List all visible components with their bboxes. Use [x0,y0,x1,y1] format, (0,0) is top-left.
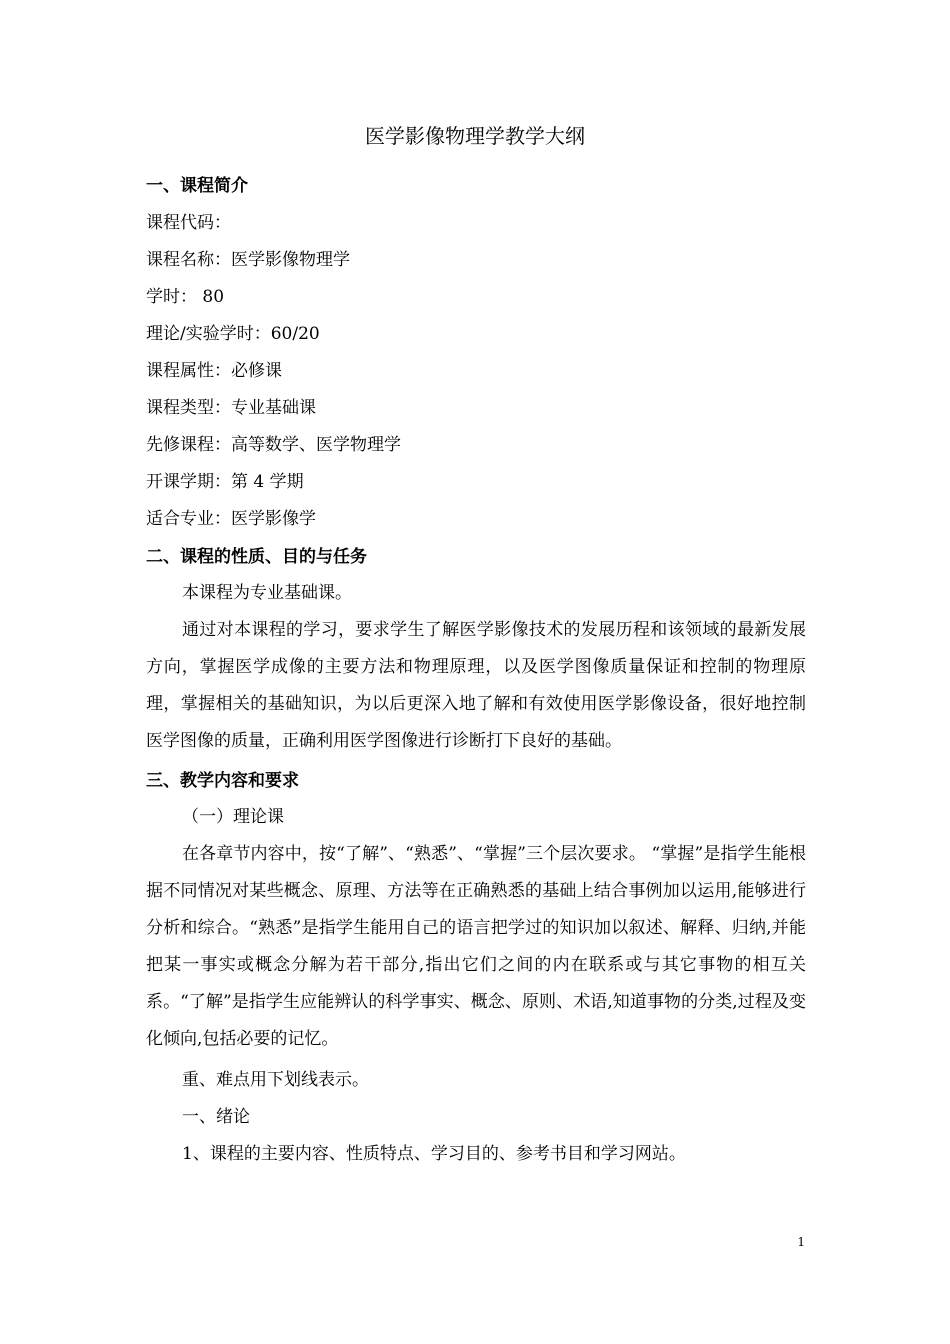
section-heading-nature: 二、课程的性质、目的与任务 [146,547,367,567]
chapter-item-1: 1、课程的主要内容、性质特点、学习目的、参考书目和学习网站。 [182,1144,686,1164]
key-points-note: 重、难点用下划线表示。 [182,1070,369,1090]
nature-paragraph-2: 通过对本课程的学习，要求学生了解医学影像技术的发展历程和该领域的最新发展方向，掌握医学成像的主要方法和物理原理，以及医学图像质量保证和控制的物理原理，掌握相关的基础知识，为以后更深入地了解和有效使用医学影像设备，很好地控制医学图像的质量，正确利用医学图像进行诊断打下良好的基础。 [146,620,806,751]
semester-line: 开课学期：第 4 学期 [146,472,304,492]
chapter-heading-intro: 一、绪论 [182,1107,250,1127]
major-line: 适合专业：医学影像学 [146,509,316,529]
section-heading-intro: 一、课程简介 [146,176,248,196]
course-attribute-line: 课程属性：必修课 [146,361,282,381]
subheading-theory: （一）理论课 [182,807,284,827]
page-number: 1 [797,1235,805,1249]
course-hours-line: 学时： 80 [146,287,225,307]
document-title: 医学影像物理学教学大纲 [365,124,585,148]
section-heading-content: 三、教学内容和要求 [146,771,299,791]
prerequisite-line: 先修课程：高等数学、医学物理学 [146,435,401,455]
nature-paragraph-1: 本课程为专业基础课。 [182,583,352,603]
course-code-line: 课程代码： [146,213,231,233]
course-name-line: 课程名称：医学影像物理学 [146,250,350,270]
requirements-paragraph: 在各章节内容中，按“了解”、“熟悉”、“掌握”三个层次要求。 “掌握”是指学生能根据不同情况对某些概念、原理、方法等在正确熟悉的基础上结合事例加以运用,能够进行分析和综合。“熟悉”是指学生能用自己的语言把学过的知识加以叙述、解释、归纳,并能把某一事实或概念分解为若干部分,指出它们之间的内在联系或与其它事物的相互关系。“了解”是指学生应能辨认的科学事实、概念、原则、术语,知道事物的分类,过程及变化倾向,包括必要的记忆。 [146,844,806,1049]
theory-lab-hours-line: 理论/实验学时：60/20 [146,324,320,344]
course-type-line: 课程类型：专业基础课 [146,398,316,418]
